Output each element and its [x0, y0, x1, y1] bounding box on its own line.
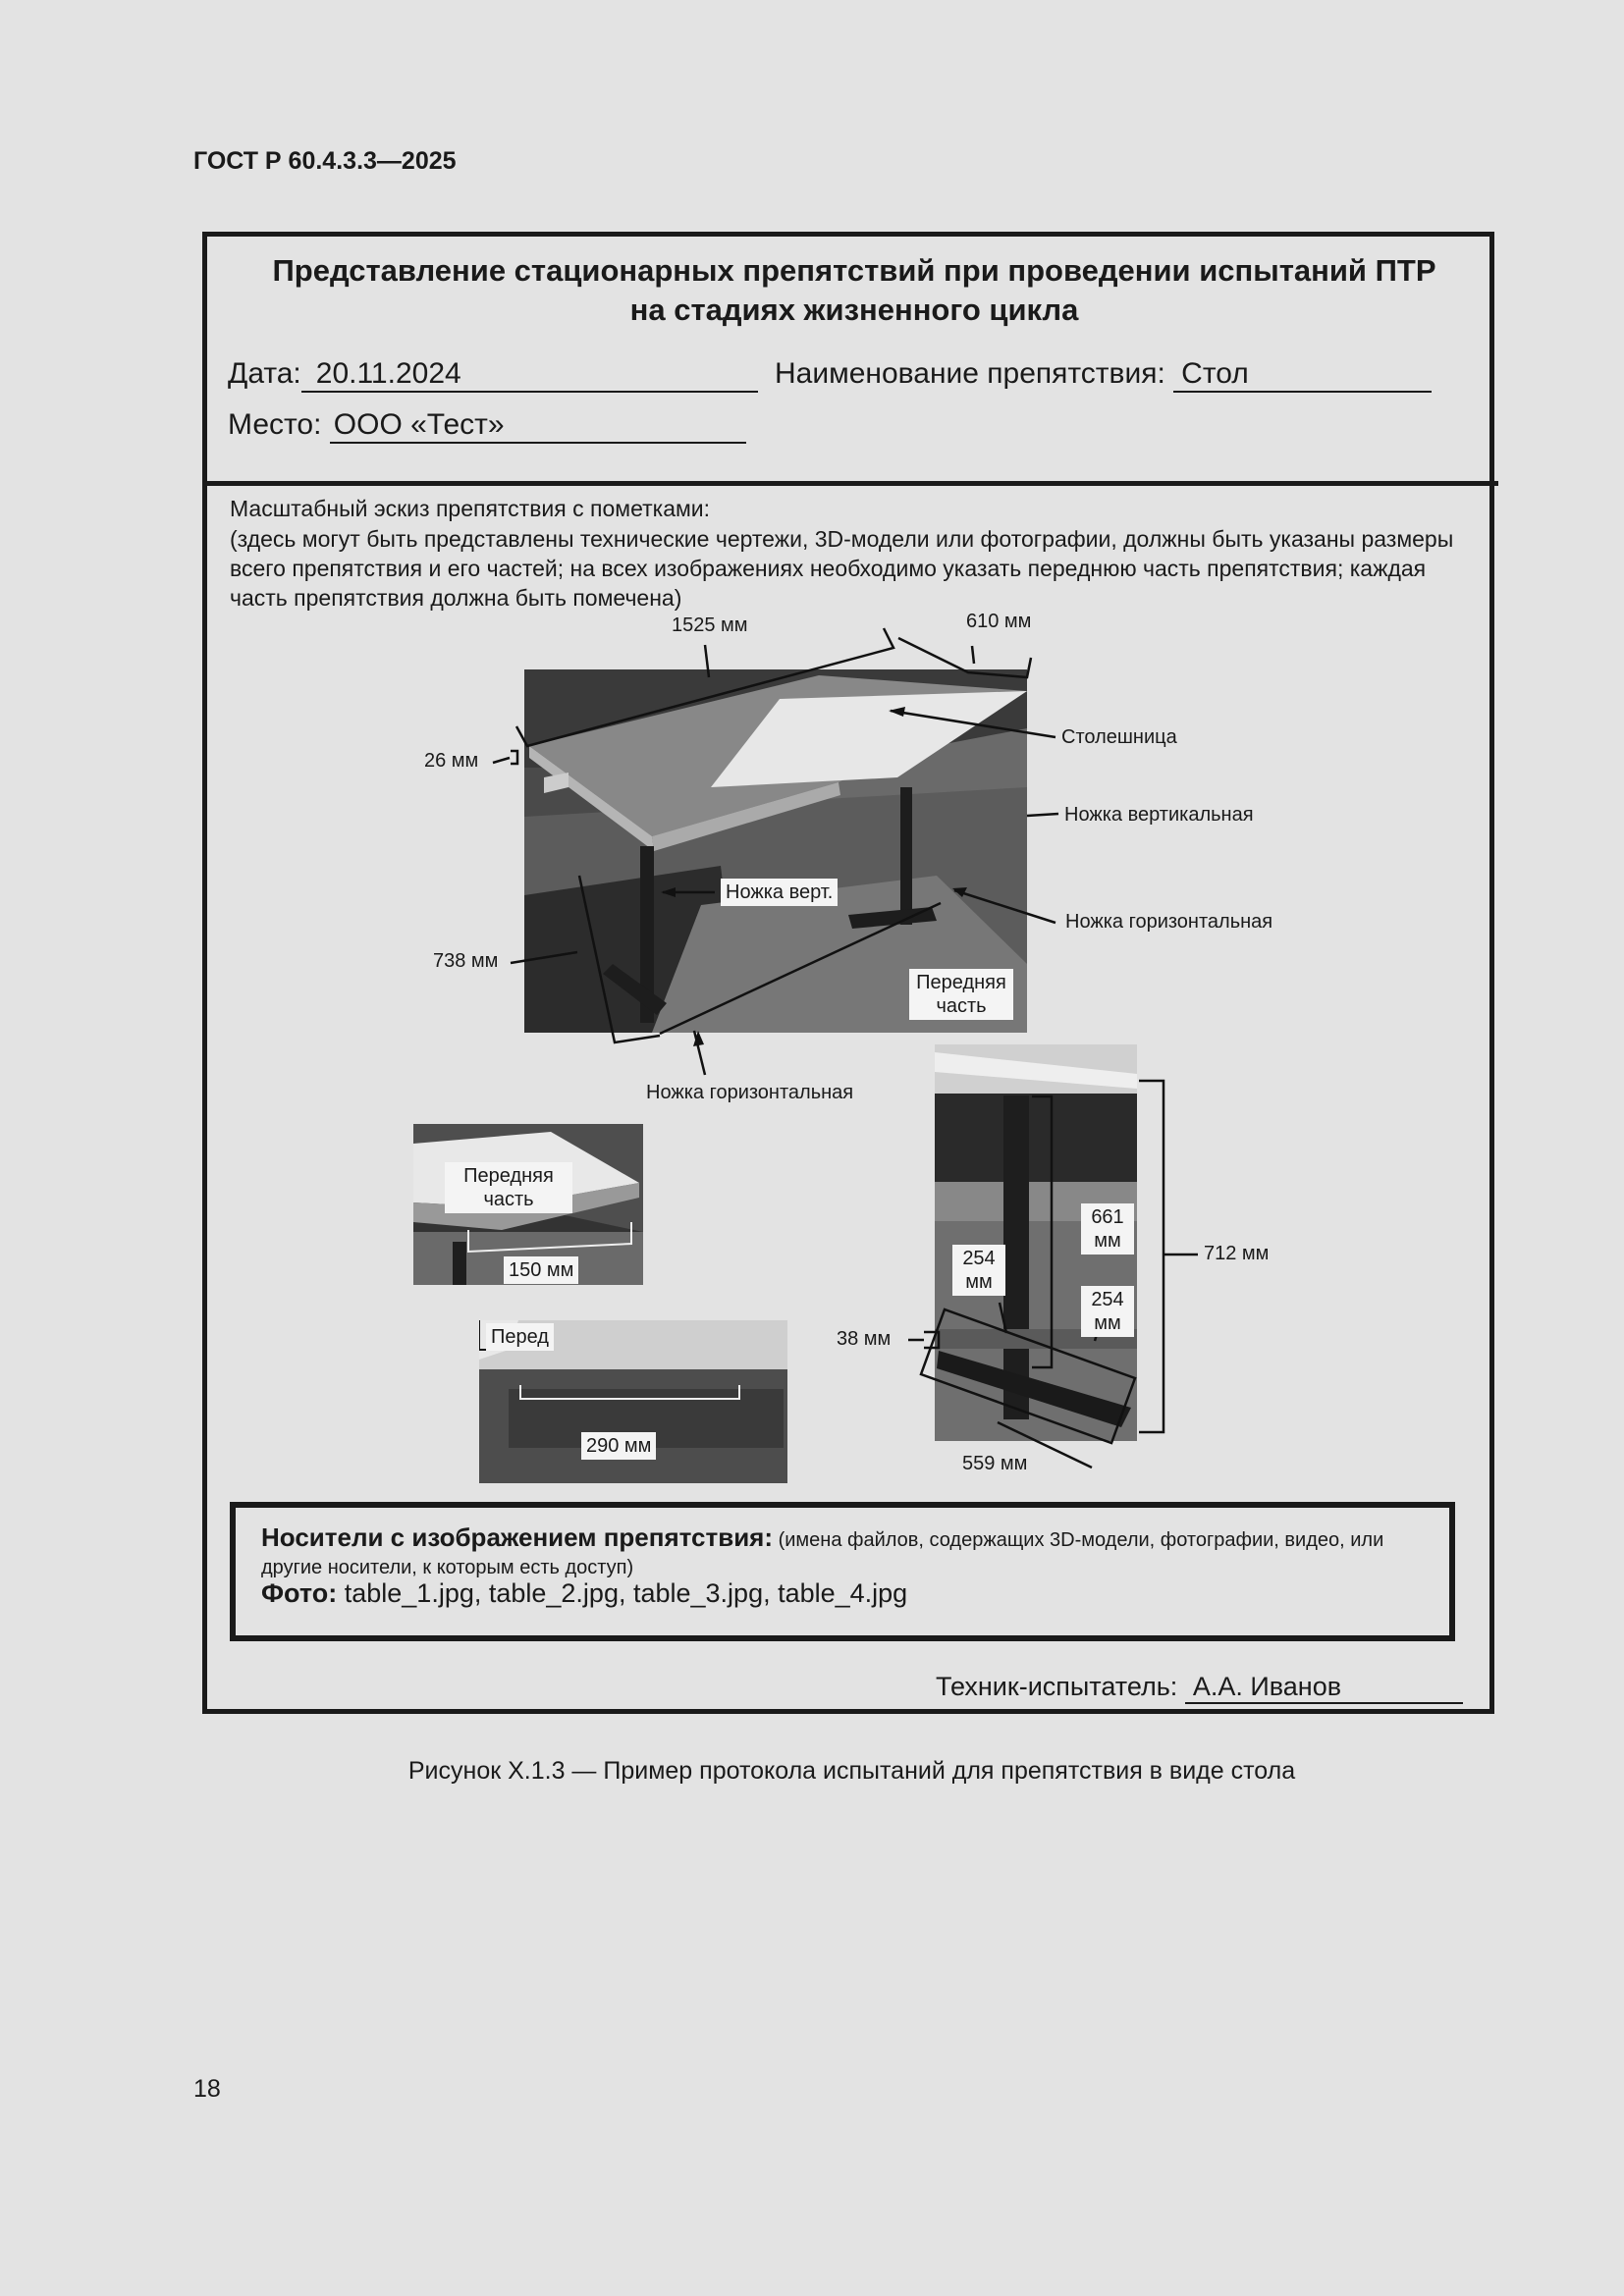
label-tabletop: Столешница: [1061, 726, 1177, 748]
header-divider: [202, 481, 1498, 486]
label-front-main: Передняя часть: [909, 969, 1013, 1020]
label-leg-vertical: Ножка вертикальная: [1064, 804, 1254, 826]
form-title-line1: Представление стационарных препятствий при проведении испытаний ПТР: [272, 253, 1436, 288]
dim-front-overhang: 150 мм: [504, 1256, 578, 1284]
dim-table-width: 610 мм: [966, 611, 1032, 632]
media-photos-label: Фото:: [261, 1578, 338, 1608]
obstacle-value: Стол: [1173, 357, 1432, 393]
dim-leg-right: 254 мм: [1081, 1286, 1134, 1337]
form-title: [216, 251, 1492, 330]
place-field: [228, 408, 746, 444]
dim-foot-thickness: 38 мм: [837, 1328, 892, 1350]
media-photos-value: table_1.jpg, table_2.jpg, table_3.jpg, table_4.jpg: [344, 1578, 908, 1608]
date-label: Дата:: [228, 357, 301, 390]
dim-bottom-depth: 290 мм: [581, 1432, 656, 1460]
dim-leg-left: 254 мм: [952, 1245, 1005, 1296]
sketch-heading: Масштабный эскиз препятствия с пометками:: [230, 496, 711, 521]
dim-leg-upper: 661 мм: [1081, 1203, 1134, 1255]
date-field: [228, 357, 758, 393]
technician-value: А.А. Иванов: [1185, 1672, 1463, 1704]
form-title-line2: на стадиях жизненного цикла: [629, 293, 1079, 327]
figure-caption: Рисунок X.1.3 — Пример протокола испытаний для препятствия в виде стола: [407, 1757, 1296, 1785]
dim-table-height: 738 мм: [433, 950, 499, 972]
technician-field: [936, 1672, 1463, 1704]
sketch-note: (здесь могут быть представлены технические чертежи, 3D-модели или фотографии, должны быть указаны размеры всего препятствия и его частей; на всех изображениях необходимо указать переднюю часть препятствия; каждая часть препятствия должна быть помечена): [230, 526, 1454, 611]
dim-tabletop-thickness: 26 мм: [424, 750, 479, 772]
place-value: ООО «Тест»: [330, 408, 746, 444]
dim-table-length: 1525 мм: [672, 614, 748, 636]
technician-label: Техник-испытатель:: [936, 1672, 1178, 1701]
media-heading: Носители с изображением препятствия:: [261, 1522, 774, 1552]
place-label: Место:: [228, 408, 322, 441]
media-photos-line: [261, 1578, 907, 1609]
date-value: 20.11.2024: [301, 357, 758, 393]
obstacle-label: Наименование препятствия:: [775, 357, 1165, 390]
document-code: ГОСТ Р 60.4.3.3—2025: [193, 147, 457, 175]
label-front-short: Перед: [486, 1323, 554, 1351]
media-heading-line: [261, 1523, 1439, 1581]
obstacle-name-field: [775, 357, 1432, 393]
label-leg-horizontal-bottom: Ножка горизонтальная: [646, 1082, 854, 1103]
dim-foot-length: 559 мм: [962, 1453, 1028, 1474]
media-note: (имена файлов, содержащих 3D-модели, фотографии, видео, или другие носители, к которым есть доступ): [261, 1529, 1384, 1578]
label-front-detail: Передняя часть: [445, 1162, 572, 1213]
dim-leg-total-height: 712 мм: [1204, 1243, 1270, 1264]
page-number: 18: [193, 2075, 221, 2103]
label-leg-horizontal-right: Ножка горизонтальная: [1065, 911, 1273, 933]
label-leg-vert-short: Ножка верт.: [721, 879, 838, 906]
